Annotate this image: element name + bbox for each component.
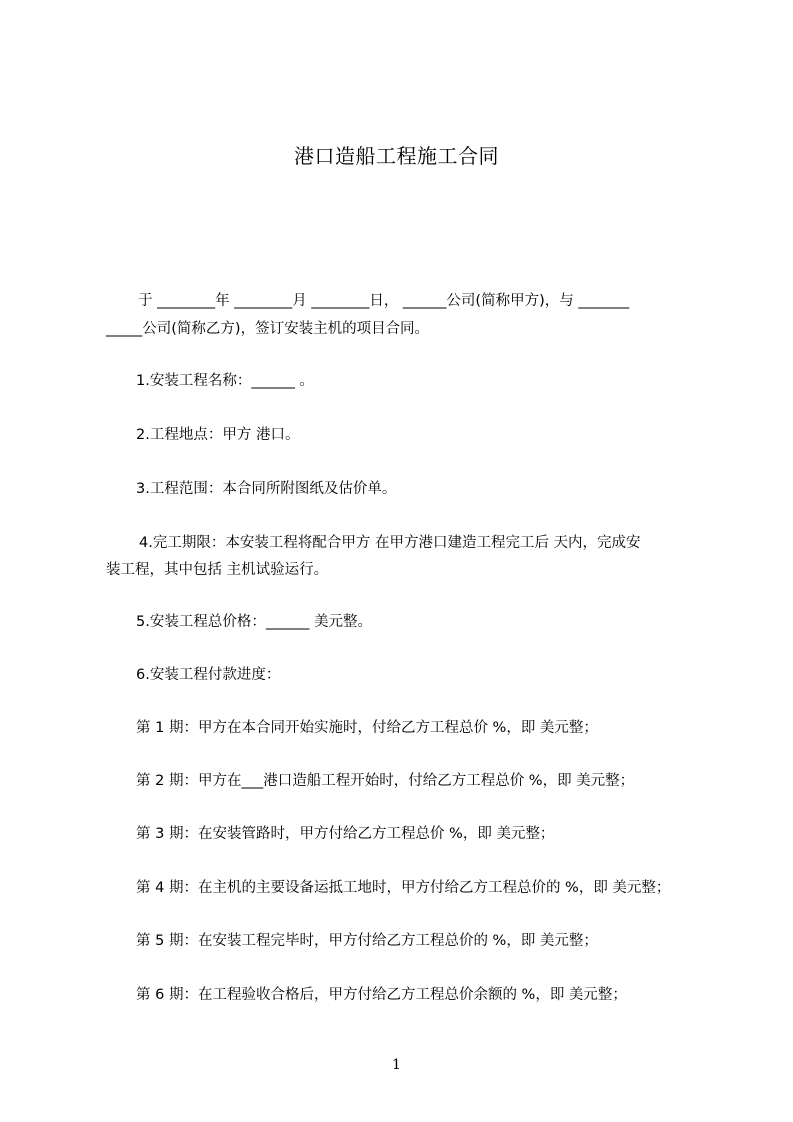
payment-period-1: 第 1 期：甲方在本合同开始实施时，付给乙方工程总价 %，即 美元整； [136, 720, 598, 736]
clause-project-scope: 3.工程范围：本合同所附图纸及估价单。 [136, 481, 397, 497]
clause-payment-schedule: 6.安装工程付款进度： [136, 667, 281, 683]
payment-period-5: 第 5 期：在安装工程完毕时，甲方付给乙方工程总价的 %，即 美元整； [136, 933, 598, 949]
page-number: 1 [392, 1057, 401, 1073]
clause-project-name: 1.安装工程名称：______ 。 [136, 373, 314, 389]
payment-period-4: 第 4 期：在主机的主要设备运抵工地时，甲方付给乙方工程总价的 %，即 美元整； [136, 880, 671, 896]
clause-completion-line-2: 装工程，其中包括 主机试验运行。 [106, 562, 329, 578]
clause-total-price: 5.安装工程总价格：______ 美元整。 [136, 614, 372, 630]
payment-period-2: 第 2 期：甲方在___港口造船工程开始时，付给乙方工程总价 %，即 美元整； [136, 773, 635, 789]
clause-project-location: 2.工程地点：甲方 港口。 [136, 427, 300, 443]
payment-period-6: 第 6 期：在工程验收合格后，甲方付给乙方工程总价余额的 %，即 美元整； [136, 987, 627, 1003]
document-title: 港口造船工程施工合同 [294, 144, 499, 168]
clause-completion-line-1: 4.完工期限：本安装工程将配合甲方 在甲方港口建造工程完工后 天内，完成安 [139, 535, 641, 551]
intro-line-1: 于 ________年 ________月 ________日， ______公司(简称甲方)，与 _______ [138, 293, 630, 309]
intro-line-2: _____公司(简称乙方)，签订安装主机的项目合同。 [106, 321, 430, 337]
payment-period-3: 第 3 期：在安装管路时，甲方付给乙方工程总价 %，即 美元整； [136, 826, 555, 842]
